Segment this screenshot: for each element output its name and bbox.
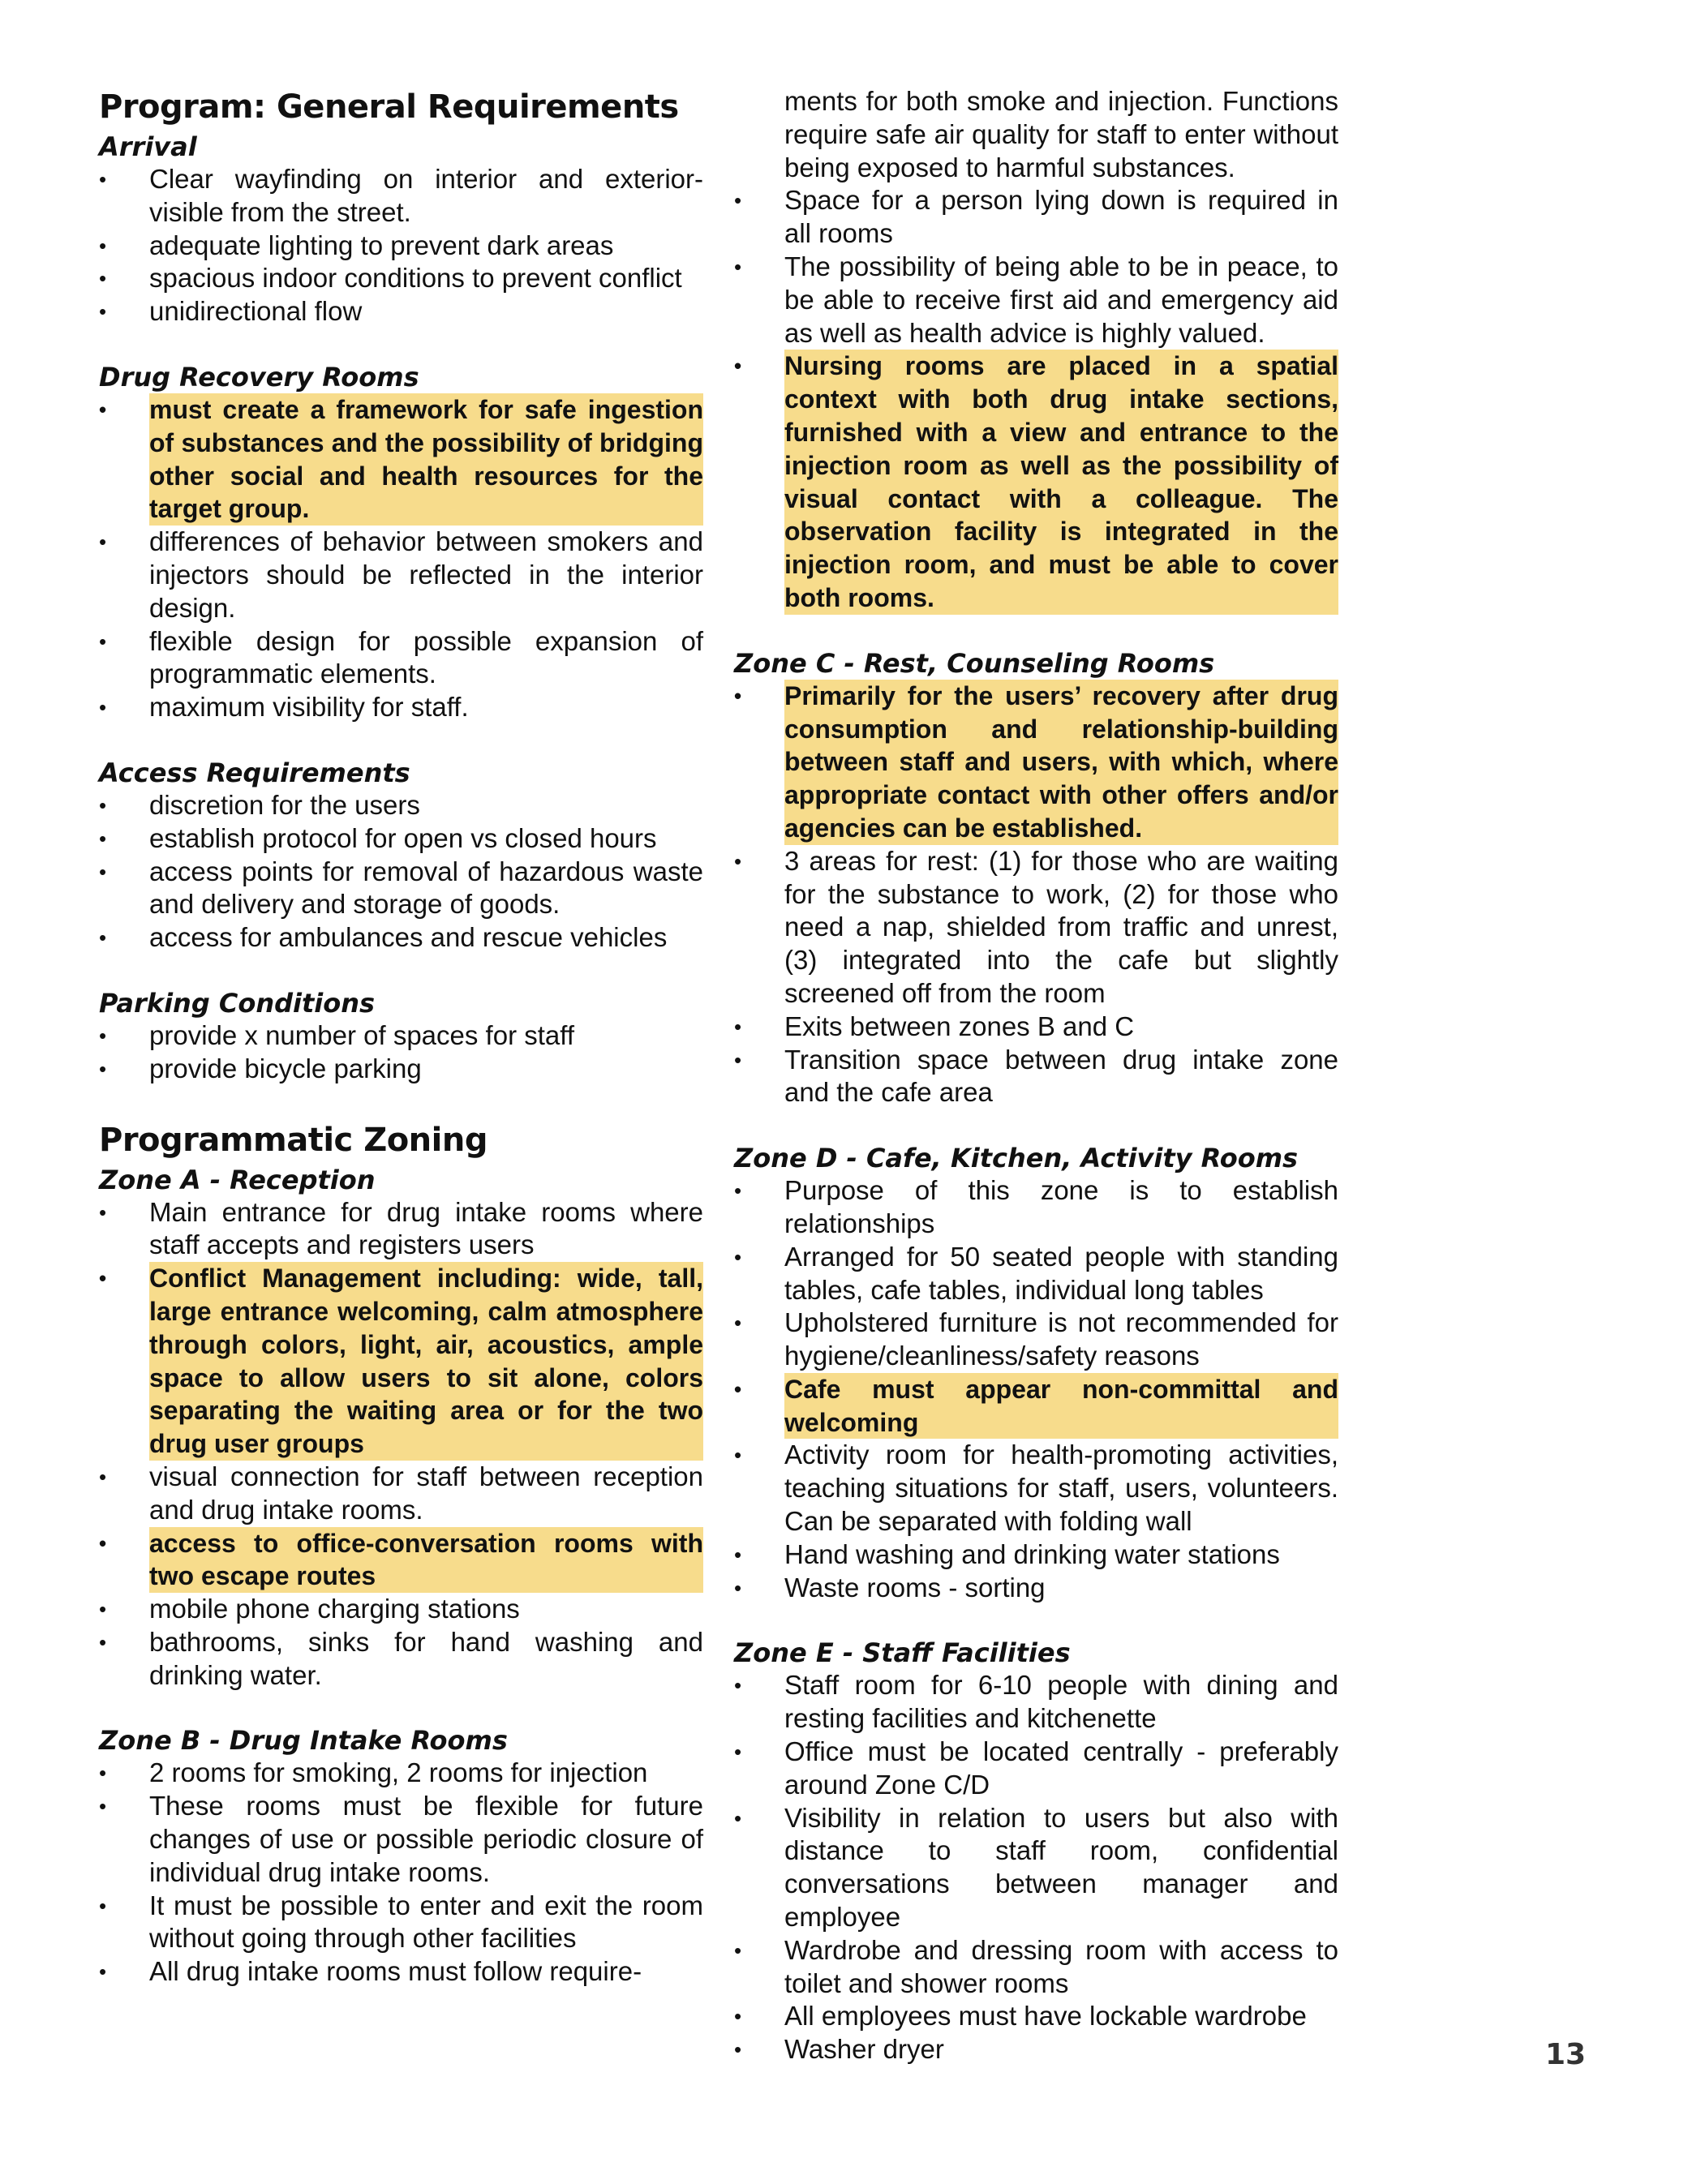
list-item: • adequate lighting to prevent dark areas [99, 230, 703, 263]
list-item: • All drug intake rooms must follow require- [99, 1955, 703, 1989]
left-column [99, 85, 703, 1989]
list-item: • 3 areas for rest: (1) for those who are waiting for the substance to work, (2) for those who need a nap, shielded from traffic and unrest, (3) integrated into the cafe but slightly screened off from the room [734, 845, 1338, 1010]
list-item: • access for ambulances and rescue vehicles [99, 921, 703, 955]
list-drug-recovery [99, 393, 703, 724]
list-item: • visual connection for staff between reception and drug intake rooms. [99, 1461, 703, 1527]
list-item: • Purpose of this zone is to establish relationships [734, 1174, 1338, 1241]
section-title-programmatic-zoning: Programmatic Zoning [99, 1121, 488, 1159]
list-item: • flexible design for possible expansion of programmatic elements. [99, 625, 703, 692]
list-item: • maximum visibility for staff. [99, 691, 703, 724]
heading-drug-recovery-rooms: Drug Recovery Rooms [99, 361, 419, 393]
list-item: • All employees must have lockable wardrobe [734, 2000, 1338, 2033]
list-item: • establish protocol for open vs closed hours [99, 822, 703, 856]
list-item: • 2 rooms for smoking, 2 rooms for injection [99, 1757, 703, 1790]
heading-zone-b: Zone B - Drug Intake Rooms [99, 1725, 508, 1757]
zone-b-continuation: ments for both smoke and injection. Functions require safe air quality for staff to enter without being exposed to harmful substances. [784, 86, 1338, 182]
list-item: • Hand washing and drinking water stations [734, 1538, 1338, 1572]
list-item: • The possibility of being able to be in peace, to be able to receive first aid and emergency aid as well as health advice is highly valued. [734, 251, 1338, 350]
list-access [99, 789, 703, 955]
list-item: • mobile phone charging stations [99, 1593, 703, 1626]
heading-zone-d: Zone D - Cafe, Kitchen, Activity Rooms [734, 1143, 1299, 1174]
list-zone-b [99, 1757, 703, 1989]
list-item: • Arranged for 50 seated people with standing tables, cafe tables, individual long tables [734, 1241, 1338, 1307]
list-zone-e [734, 1669, 1338, 2066]
list-item: • Exits between zones B and C [734, 1010, 1338, 1044]
list-item: • Clear wayfinding on interior and exterior-visible from the street. [99, 163, 703, 230]
highlighted-list-item: • Primarily for the users’ recovery after drug consumption and relationship-building between staff and users, with which, where appropriate contact with other offers and/or agencies can be established. [734, 680, 1338, 845]
list-item: • unidirectional flow [99, 295, 703, 328]
highlighted-list-item: • access to office-conversation rooms with two escape routes [99, 1527, 703, 1594]
list-zone-c [734, 680, 1338, 1109]
list-item: • Transition space between drug intake zone and the cafe area [734, 1044, 1338, 1110]
list-zone-d [734, 1174, 1338, 1604]
list-item: • Main entrance for drug intake rooms where staff accepts and registers users [99, 1196, 703, 1263]
list-item: • These rooms must be flexible for future changes of use or possible periodic closure of individual drug intake rooms. [99, 1790, 703, 1889]
heading-parking-conditions: Parking Conditions [99, 987, 376, 1019]
list-item: • bathrooms, sinks for hand washing and drinking water. [99, 1626, 703, 1693]
list-item: • spacious indoor conditions to prevent conflict [99, 262, 703, 295]
list-item: • differences of behavior between smokers and injectors should be reflected in the interior design. [99, 526, 703, 624]
heading-zone-c: Zone C - Rest, Counseling Rooms [734, 647, 1215, 679]
page-number: 13 [1545, 2038, 1587, 2071]
list-zone-b-continued [734, 184, 1338, 614]
highlighted-list-item: • must create a framework for safe ingestion of substances and the possibility of bridging other social and health resources for the target group. [99, 393, 703, 526]
list-item: • Visibility in relation to users but also with distance to staff room, confidential conversations between manager and employee [734, 1802, 1338, 1934]
list-item: • It must be possible to enter and exit the room without going through other facilities [99, 1890, 703, 1956]
list-item: • Office must be located centrally - preferably around Zone C/D [734, 1736, 1338, 1802]
highlighted-list-item: • Nursing rooms are placed in a spatial context with both drug intake sections, furnished with a view and entrance to the injection room as well as the possibility of visual contact with a colleague. The observation facility is integrated in the injection room, and must be able to cover both rooms. [734, 350, 1338, 614]
section-title-general-requirements: Program: General Requirements [99, 88, 679, 126]
heading-zone-a: Zone A - Reception [99, 1164, 376, 1195]
heading-zone-e: Zone E - Staff Facilities [734, 1637, 1071, 1669]
list-zone-a [99, 1196, 703, 1693]
list-item: • Upholstered furniture is not recommended for hygiene/cleanliness/safety reasons [734, 1307, 1338, 1373]
highlighted-list-item: • Cafe must appear non-committal and welcoming [734, 1373, 1338, 1440]
list-item: • Activity room for health-promoting activities, teaching situations for staff, users, volunteers. Can be separated with folding wall [734, 1439, 1338, 1538]
list-item: • Wardrobe and dressing room with access to toilet and shower rooms [734, 1934, 1338, 2001]
right-column [734, 85, 1338, 2066]
list-parking [99, 1019, 703, 1086]
list-arrival [99, 163, 703, 328]
heading-arrival: Arrival [99, 131, 197, 162]
list-item: • discretion for the users [99, 789, 703, 822]
highlighted-list-item: • Conflict Management including: wide, tall, large entrance welcoming, calm atmosphere through colors, light, air, acoustics, ample space to allow users to sit alone, colors separating the waiting area or for the two drug user groups [99, 1262, 703, 1461]
list-item: • access points for removal of hazardous waste and delivery and storage of goods. [99, 856, 703, 922]
list-item: • Waste rooms - sorting [734, 1572, 1338, 1605]
list-item: • provide bicycle parking [99, 1053, 703, 1086]
heading-access-requirements: Access Requirements [99, 757, 410, 788]
list-item: • Washer dryer [734, 2033, 1338, 2066]
list-item: • Space for a person lying down is required in all rooms [734, 184, 1338, 251]
list-item: • Staff room for 6-10 people with dining and resting facilities and kitchenette [734, 1669, 1338, 1736]
list-item: • provide x number of spaces for staff [99, 1019, 703, 1053]
